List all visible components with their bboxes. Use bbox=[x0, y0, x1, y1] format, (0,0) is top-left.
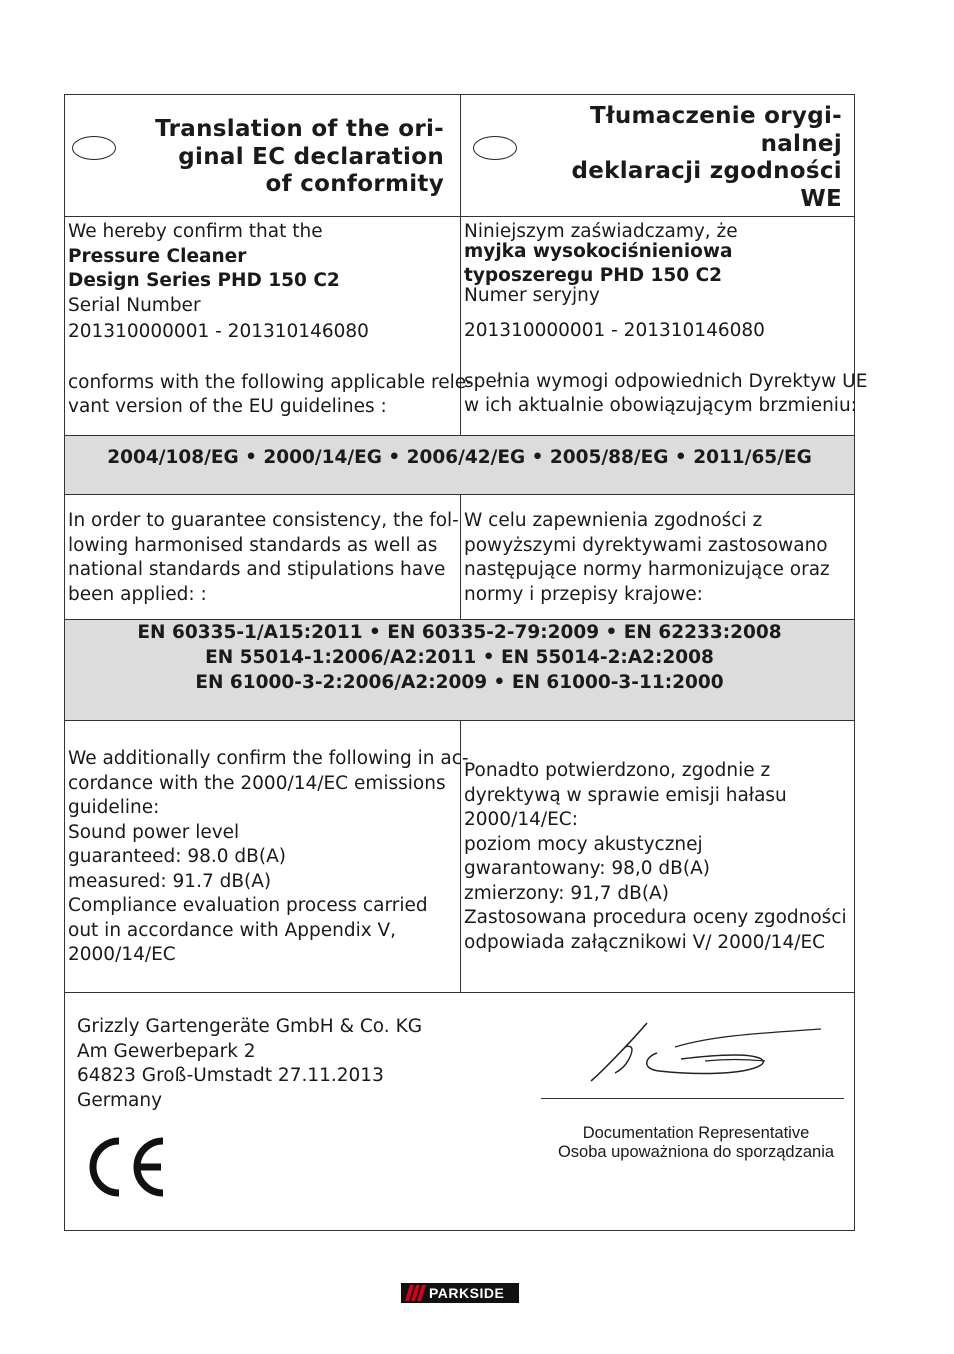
header-title-pl: Tłumaczenie orygi- nalnej deklaracji zgodności WE bbox=[571, 103, 842, 212]
manufacturer-address: Grizzly Gartengeräte GmbH & Co. KG Am Gewerbepark 2 64823 Groß-Umstadt 27.11.2013 Germany bbox=[77, 1016, 423, 1111]
logo-text: PARKSIDE bbox=[429, 1285, 505, 1301]
parkside-logo bbox=[401, 1283, 519, 1303]
divider bbox=[65, 992, 854, 993]
emissions-text-en: We additionally confirm the following in ac- cordance with the 2000/14/EC emissions guideline: Sound power level guaranteed: 98.0 dB(A) measured: 91.7 dB(A) Compliance evaluation process carried out in accordance with Appendix V, 2000/14/EC bbox=[68, 748, 469, 965]
header-title-en: Translation of the ori- ginal EC declaration of conformity bbox=[155, 116, 444, 197]
language-flag-icon bbox=[473, 136, 517, 160]
intro-text-en: We hereby confirm that the Pressure Cleaner Design Series PHD 150 C2 Serial Number 201310000001 - 201310146080 conforms with the following applicable rele- vant version of the EU guidelines : bbox=[68, 221, 473, 417]
signature-icon bbox=[585, 1017, 825, 1087]
harmonised-text-en: In order to guarantee consistency, the fol- lowing harmonised standards as well as national standards and stipulations have been applied: : bbox=[68, 510, 459, 605]
standards-list: EN 60335-1/A15:2011 • EN 60335-2-79:2009 • EN 62233:2008 EN 55014-1:2006/A2:2011 • EN 55014-2:A2:2008 EN 61000-3-2:2006/A2:2009 • EN 61000-3-11:2000 bbox=[137, 622, 782, 693]
logo-stripes-icon bbox=[401, 1283, 427, 1303]
column-divider bbox=[460, 494, 461, 619]
signature-caption-pl: Osoba upoważniona do sporządzania bbox=[557, 1143, 835, 1161]
language-flag-icon bbox=[72, 136, 116, 160]
ce-mark-icon bbox=[83, 1135, 169, 1199]
signature-line bbox=[541, 1098, 844, 1099]
harmonised-text-pl: W celu zapewnienia zgodności z powyższymi dyrektywami zastosowano następujące normy harmonizujące oraz normy i przepisy krajowe: bbox=[464, 510, 830, 605]
emissions-text-pl: Ponadto potwierdzono, zgodnie z dyrektywą w sprawie emisji hałasu 2000/14/EC: poziom mocy akustycznej gwarantowany: 98,0 dB(A) zmierzony: 91,7 dB(A) Zastosowana procedura oceny zgodności odpowiada załącznikowi V/ 2000/14/EC bbox=[464, 760, 847, 953]
signature-caption-en: Documentation Representative bbox=[582, 1124, 810, 1142]
declaration-table bbox=[64, 94, 868, 1231]
directives-list: 2004/108/EG • 2000/14/EG • 2006/42/EG • 2005/88/EG • 2011/65/EG bbox=[107, 447, 812, 468]
intro-text-pl: Niniejszym zaświadczamy, że myjka wysokociśnieniowa typoszeregu PHD 150 C2 Numer seryjny 201310000001 - 201310146080 spełnia wymogi odpowiednich Dyrektyw UE w ich aktualnie obowiązującym brzmieniu: bbox=[464, 221, 868, 416]
